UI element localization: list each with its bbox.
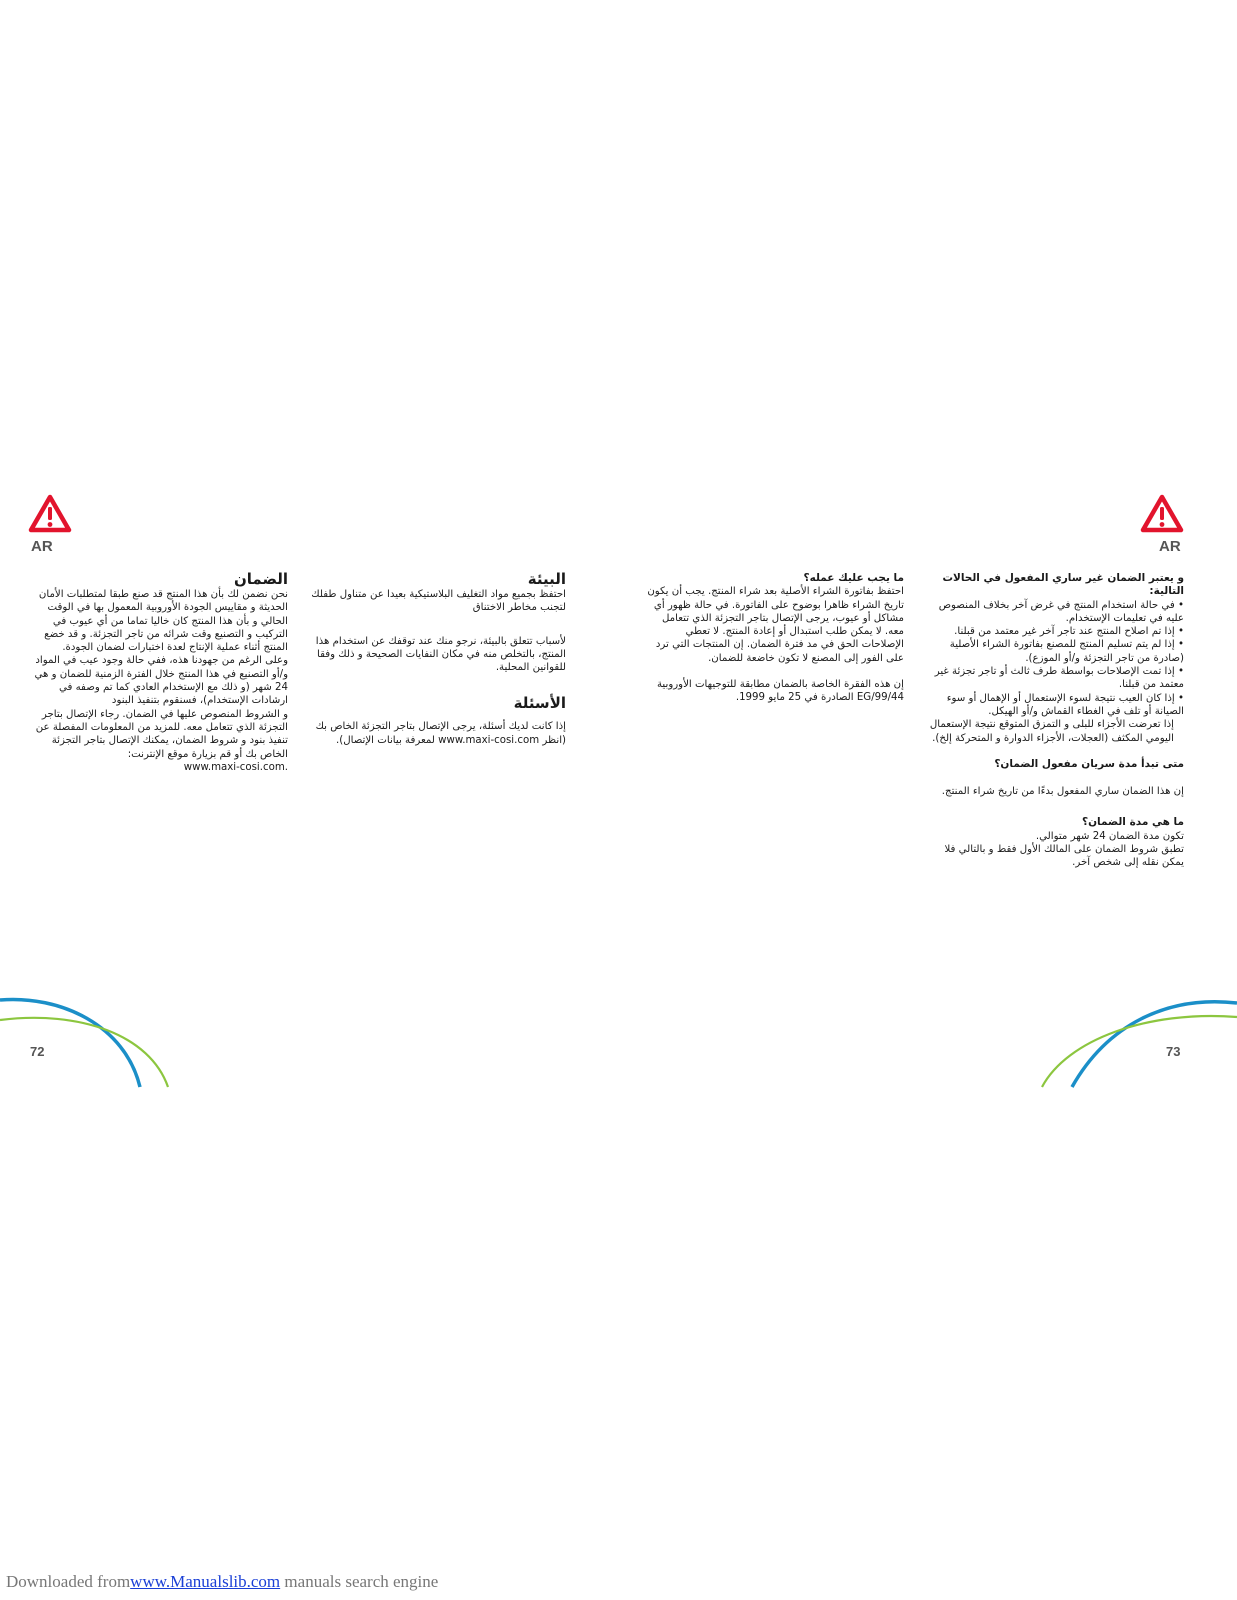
warranty-paragraph: وعلى الرغم من جهودنا هذه، ففي حالة وجود عيب في المواد و/أو التصنيع في هذا المنتج خلال الفترة الزمنية للضمان و هي 24 شهر (و ذلك مع الإستخدام العادي كما تم وصفه في ارشادات الإستخدام)، فسنقوم بتنفيذ البنود — [34, 655, 288, 707]
what-to-do-section — [646, 572, 904, 705]
start-paragraph: إن هذا الضمان ساري المفعول بدءًا من تاريخ شراء المنتج. — [941, 786, 1184, 798]
environment-paragraph: لأسباب تتعلق بالبيئة، نرجو منك عند توقفك عن استخدام هذا المنتج، بالتخلص منه في مكان النفايات الصحيحة و ذلك وفقا للقوانين المحلية. — [315, 635, 566, 674]
page-number: 73 — [1166, 1044, 1181, 1059]
decorative-arcs — [0, 985, 180, 1090]
page-number: 72 — [30, 1044, 45, 1059]
invalid-cases-title: و يعتبر الضمان غير ساري المفعول في الحالات التالية: — [942, 572, 1184, 598]
duration-paragraph: تطبق شروط الضمان على المالك الأول فقط و بالتالي فلا يمكن نقله إلى شخص آخر. — [944, 844, 1184, 869]
warning-triangle-icon — [28, 494, 72, 534]
download-footer: Downloaded fromwww.Manualslib.com manuals search engine — [6, 1572, 439, 1591]
manualslib-link[interactable]: www.Manualslib.com — [130, 1572, 281, 1591]
environment-section — [306, 570, 566, 747]
language-label: AR — [1159, 538, 1181, 555]
list-note: إذا تعرضت الأجزاء للبلى و التمزق المتوقع نتيجة الإستعمال اليومي المكثف (العجلات، الأجزاء الدوارة و المتحركة إلخ). — [929, 719, 1174, 744]
environment-title: البيئة — [527, 570, 566, 588]
what-to-do-title: ما يجب عليك عمله؟ — [803, 572, 904, 584]
directive-paragraph: إن هذه الفقرة الخاصة بالضمان مطابقة للتوجيهات الأوروبية EG/99/44 الصادرة في 25 مايو 1999. — [656, 679, 904, 704]
warning-triangle-icon — [1140, 494, 1184, 534]
duration-title: ما هي مدة الضمان؟ — [1081, 816, 1184, 829]
list-item: • إذا تم اصلاح المنتج عند تاجر آخر غير معتمد من قبلنا. — [922, 625, 1184, 638]
questions-paragraph: إذا كانت لديك أسئلة، يرجى الإتصال بتاجر التجزئة الخاص بك (انظر www.maxi-cosi.com لمعرفة بيانات الإتصال). — [315, 721, 566, 746]
language-label: AR — [31, 538, 53, 555]
environment-paragraph: احتفظ بجميع مواد التغليف البلاستيكية بعيدا عن متناول طفلك لتجنب مخاطر الاختناق — [311, 589, 566, 614]
start-title: متى تبدأ مدة سريان مفعول الضمان؟ — [994, 757, 1184, 770]
questions-title: الأسئلة — [513, 694, 566, 713]
website-link[interactable]: www.maxi-cosi.com — [438, 734, 540, 746]
duration-paragraph: تكون مدة الضمان 24 شهر متوالي. — [1035, 830, 1184, 842]
warranty-section — [30, 570, 288, 774]
list-item: • في حالة استخدام المنتج في غرض آخر بخلاف المنصوص عليه في تعليمات الإستخدام. — [922, 599, 1184, 626]
list-item: • إذا لم يتم تسليم المنتج للمصنع بفاتورة الشراء الأصلية (صادرة من تاجر التجزئة و/أو الموزع). — [922, 638, 1184, 665]
what-to-do-paragraph: احتفظ بفاتورة الشراء الأصلية بعد شراء المنتج. يجب أن يكون تاريخ الشراء ظاهرا بوضوح على الفاتورة. في حالة ظهور أي مشاكل أو عيوب، يرجى الإتصال بتاجر التجزئة الذي تتعامل معه. لا يمكن طلب استبدال أو إعادة المنتج. لا تعطي الإصلاحات الحق في مد فترة الضمان. إن المنتجات التي ترد على الفور إلى المصنع لا تكون خاضعة للضمان. — [647, 586, 904, 664]
decorative-arcs — [1037, 985, 1237, 1090]
warranty-conditions-section — [922, 572, 1184, 870]
list-item: • إذا كان العيب نتيجة لسوء الإستعمال أو الإهمال أو سوء الصيانة أو تلف في الغطاء القماش و/أو الهيكل. — [922, 692, 1184, 719]
website-link[interactable]: www.maxi-cosi.com. — [183, 761, 288, 773]
list-item: • إذا تمت الإصلاحات بواسطة طرف ثالث أو تاجر تجزئة غير معتمد من قبلنا. — [922, 665, 1184, 692]
warranty-paragraph: و الشروط المنصوص عليها في الضمان. رجاء الإتصال بتاجر التجزئة الذي تتعامل معه. للمزيد من المعلومات المفصلة عن تنفيذ بنود و شروط الضمان، يمكنك الإتصال بتاجر التجزئة الخاص بك أو قم بزيارة موقع الإنترنت: — [35, 708, 288, 760]
warranty-paragraph: نحن نضمن لك بأن هذا المنتج قد صنع طبقا لمتطلبات الأمان الحديثة و مقاييس الجودة الأوروبية المعمول بها في الوقت الحالي و بأن هذا المنتج كان خاليا تماما من أي عيوب في التركيب و التصنيع وقت شرائه من تاجر التجزئة. و قد خضع المنتج أثناء عملية الإنتاج لعدة اختبارات لضمان الجودة. — [38, 589, 288, 654]
warranty-title: الضمان — [233, 570, 288, 588]
